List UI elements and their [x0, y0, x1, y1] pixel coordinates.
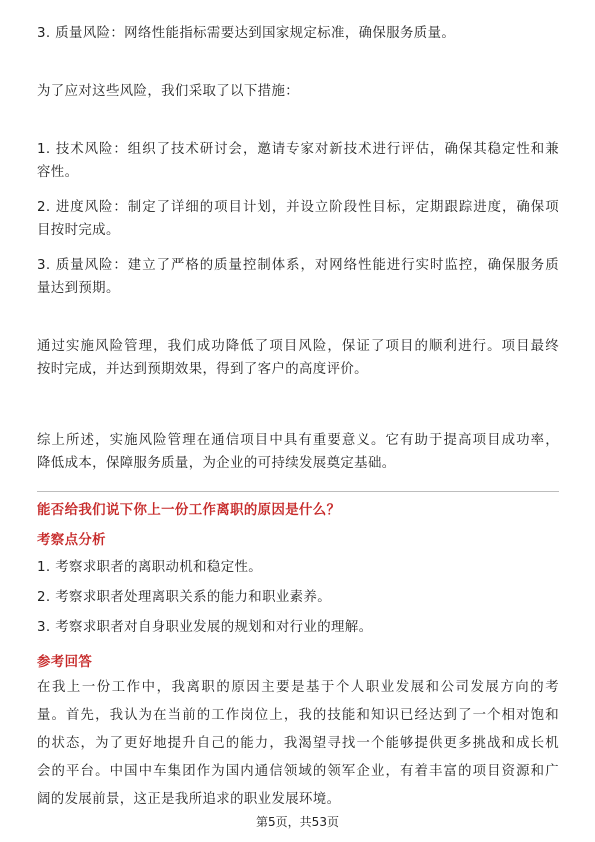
measure-3-line-1: 3. 质量风险：建立了严格的质量控制体系，对网络性能进行实时监控，确保服务质 [37, 258, 559, 273]
measure-3-line-2: 量达到预期。 [37, 281, 120, 296]
result-line-2: 按时完成，并达到预期效果，得到了客户的高度评价。 [37, 362, 368, 377]
answer-line-2: 量。首先，我认为在当前的工作岗位上，我的技能和知识已经达到了一个相对饱和 [37, 708, 559, 723]
measures-intro: 为了应对这些风险，我们采取了以下措施： [37, 84, 300, 99]
question-title: 能否给我们说下你上一份工作离职的原因是什么？ [37, 503, 341, 518]
analysis-heading: 考察点分析 [37, 533, 106, 548]
measure-1-line-1: 1. 技术风险：组织了技术研讨会，邀请专家对新技术进行评估，确保其稳定性和兼 [37, 142, 559, 157]
measure-2-line-1: 2. 进度风险：制定了详细的项目计划，并设立阶段性目标，定期跟踪进度，确保项 [37, 200, 559, 215]
answer-line-1: 在我上一份工作中，我离职的原因主要是基于个人职业发展和公司发展方向的考 [37, 680, 559, 695]
page-number: 第5页，共53页 [256, 815, 339, 829]
quality-risk-line: 3. 质量风险：网络性能指标需要达到国家规定标准，确保服务质量。 [37, 26, 456, 41]
section-divider [37, 491, 559, 492]
analysis-point-1: 1. 考察求职者的离职动机和稳定性。 [37, 560, 263, 575]
analysis-point-2: 2. 考察求职者处理离职关系的能力和职业素养。 [37, 590, 332, 605]
measure-2-line-2: 目按时完成。 [37, 223, 120, 238]
summary-line-2: 降低成本，保障服务质量，为企业的可持续发展奠定基础。 [37, 456, 396, 471]
analysis-point-3: 3. 考察求职者对自身职业发展的规划和对行业的理解。 [37, 620, 373, 635]
answer-line-5: 阔的发展前景，这正是我所追求的职业发展环境。 [37, 792, 341, 807]
measure-1-line-2: 容性。 [37, 165, 79, 180]
answer-line-3: 的状态，为了更好地提升自己的能力，我渴望寻找一个能够提供更多挑战和成长机 [37, 736, 559, 751]
answer-line-4: 会的平台。中国中车集团作为国内通信领域的领军企业，有着丰富的项目资源和广 [37, 764, 559, 779]
result-line-1: 通过实施风险管理，我们成功降低了项目风险，保证了项目的顺利进行。项目最终 [37, 339, 559, 354]
summary-line-1: 综上所述，实施风险管理在通信项目中具有重要意义。它有助于提高项目成功率， [37, 433, 559, 448]
answer-heading: 参考回答 [37, 655, 93, 670]
